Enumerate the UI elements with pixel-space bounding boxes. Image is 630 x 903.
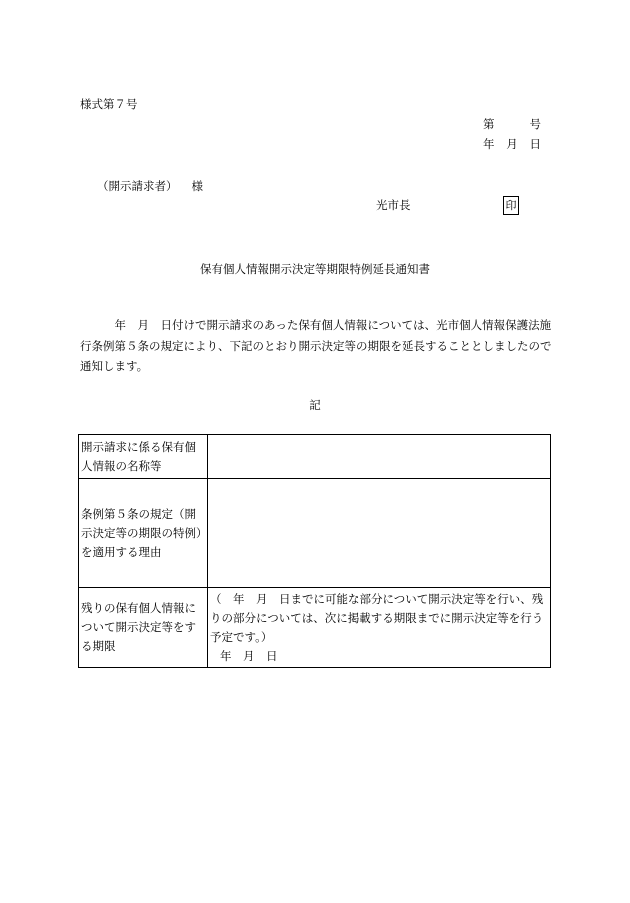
body-paragraph: 年 月 日付けで開示請求のあった保有個人情報については、光市個人情報保護法施行条例第５条の規定により、下記のとおり開示決定等の期限を延長することとしましたので通知します。 (80, 318, 552, 373)
row-content (208, 479, 551, 588)
document-number (483, 119, 541, 131)
addressee-name: （開示請求者） (97, 179, 178, 193)
document-number-suffix: 号 (529, 117, 541, 131)
seal-mark: 印 (503, 196, 519, 215)
notice-table (78, 434, 551, 668)
table-row (79, 435, 551, 479)
body-text (80, 315, 552, 377)
row-label: 残りの保有個人情報について開示決定等をする期限 (79, 588, 208, 668)
sender-name: 光市長 (376, 198, 411, 212)
note-heading: 記 (309, 398, 321, 412)
deadline-date: 年 月 日 (220, 649, 278, 663)
table-row (79, 479, 551, 588)
document-number-prefix: 第 (483, 117, 495, 131)
row-label: 開示請求に係る保有個人情報の名称等 (79, 435, 208, 479)
table-row (79, 588, 551, 668)
row-content (208, 435, 551, 479)
addressee (97, 181, 203, 193)
form-number: 様式第７号 (80, 97, 138, 111)
date-day: 日 (529, 137, 541, 151)
addressee-honorific: 様 (191, 179, 203, 193)
document-date (483, 139, 541, 151)
row-content: （ 年 月 日までに可能な部分について開示決定等を行い、残りの部分については、次に掲載する期限までに開示決定等を行う予定です。） (210, 592, 544, 644)
date-month: 月 (506, 137, 518, 151)
date-year: 年 (483, 137, 495, 151)
document-title: 保有個人情報開示決定等期限特例延長通知書 (200, 262, 430, 276)
row-content-cell (208, 588, 551, 668)
row-label: 条例第５条の規定（開示決定等の期限の特例）を適用する理由 (79, 479, 208, 588)
